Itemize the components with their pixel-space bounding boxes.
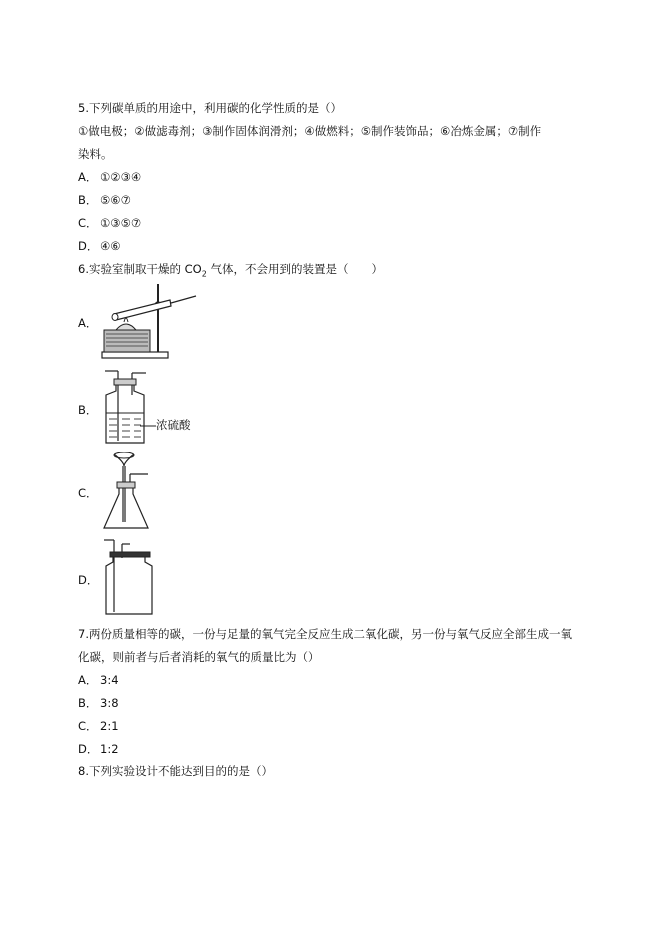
- q7-option-a: [78, 672, 119, 688]
- option-letter: A．: [78, 673, 98, 687]
- option-letter: C．: [78, 216, 98, 230]
- option-letter: D．: [78, 742, 99, 756]
- q5-items-line1: ①做电极；②做滤毒剂；③制作固体润滑剂；④做燃料；⑤制作装饰品；⑥冶炼金属；⑦制作: [78, 124, 542, 138]
- gas-collection-bottle-figure: [100, 536, 160, 616]
- option-text: ④⑥: [100, 239, 121, 253]
- q6-stem-before: 6.实验室制取干燥的 CO: [78, 262, 202, 276]
- q7-stem-line2: 化碳，则前者与后者消耗的氧气的质量比为（）: [78, 650, 320, 664]
- q6-option-a: [78, 315, 100, 331]
- q6-stem-sub: 2: [201, 269, 207, 279]
- option-text: 3:4: [100, 673, 119, 687]
- q6-stem: [78, 261, 383, 282]
- q6-option-d: [78, 572, 100, 588]
- q7-option-d: [78, 741, 119, 757]
- q6-option-b: [78, 402, 100, 418]
- option-letter: B．: [78, 696, 98, 710]
- q7-option-b: [78, 695, 119, 711]
- option-letter: C．: [78, 486, 98, 500]
- q5-option-b: [78, 192, 131, 208]
- option-letter: A．: [78, 170, 98, 184]
- option-text: 3:8: [100, 696, 119, 710]
- option-letter: D．: [78, 239, 99, 253]
- q7-option-c: [78, 718, 119, 734]
- gas-washing-bottle-figure: [100, 369, 150, 445]
- q6-option-c: [78, 485, 100, 501]
- q5-stem: 5.下列碳单质的用途中，利用碳的化学性质的是（）: [78, 101, 342, 115]
- option-letter: B．: [78, 193, 98, 207]
- q5-option-d: [78, 238, 121, 254]
- q8-stem: 8.下列实验设计不能达到目的的是（）: [78, 764, 273, 778]
- label-pointer-line: [140, 422, 156, 430]
- option-letter: C．: [78, 719, 98, 733]
- option-text: ①②③④: [100, 170, 142, 184]
- q5-option-a: [78, 169, 141, 185]
- q6-stem-after: 气体，不会用到的装置是（ ）: [206, 262, 383, 276]
- option-letter: A．: [78, 316, 98, 330]
- conical-flask-figure: [100, 452, 156, 532]
- option-text: ①③⑤⑦: [100, 216, 142, 230]
- option-text: ⑤⑥⑦: [100, 193, 131, 207]
- option-letter: B．: [78, 403, 98, 417]
- option-letter: D．: [78, 573, 99, 587]
- option-text: 1:2: [100, 742, 119, 756]
- sulfuric-acid-label: 浓硫酸: [156, 418, 191, 432]
- option-text: 2:1: [100, 719, 119, 733]
- q7-stem-line1: 7.两份质量相等的碳，一份与足量的氧气完全反应生成二氧化碳，另一份与氧气反应全部生成一氧: [78, 627, 572, 641]
- q5-items-line2: 染料。: [78, 147, 113, 161]
- q5-option-c: [78, 215, 141, 231]
- heating-apparatus-figure: [100, 282, 210, 362]
